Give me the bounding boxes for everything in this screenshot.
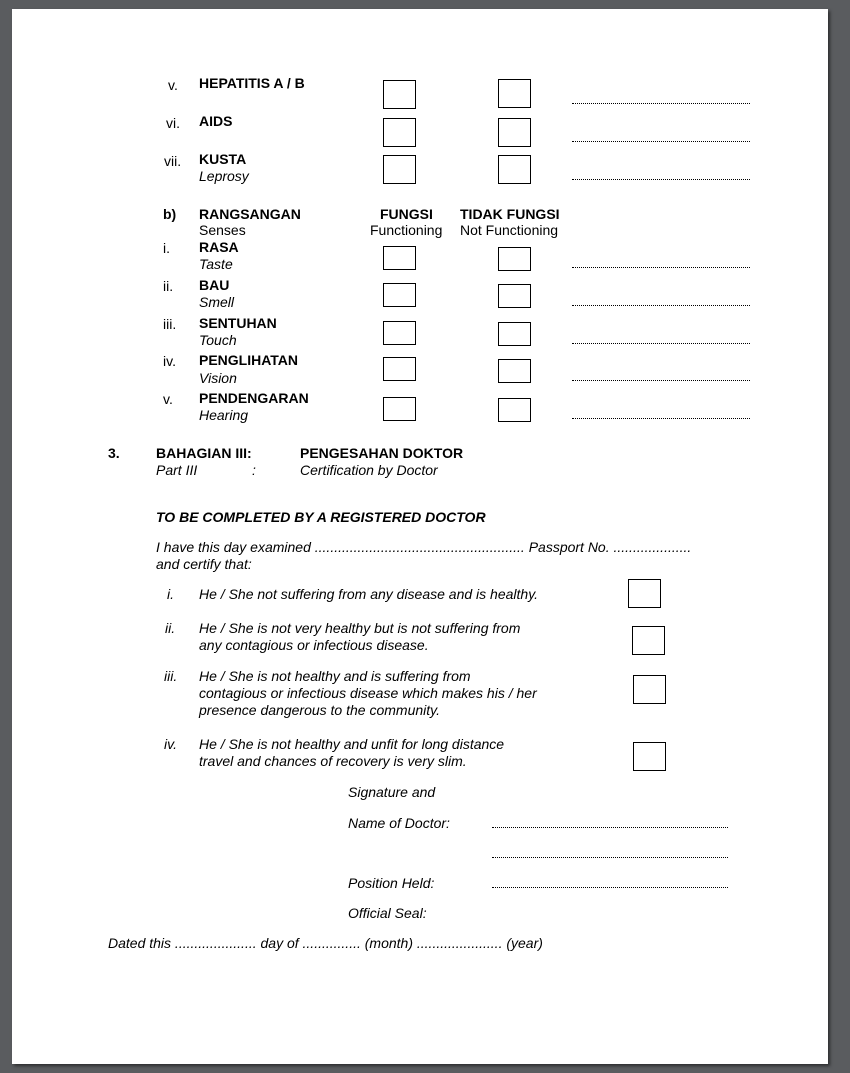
sense-sub: Touch [199,332,237,348]
disease-num: v. [168,77,178,93]
col-not-functioning: TIDAK FUNGSI [460,206,560,222]
instruction-heading: TO BE COMPLETED BY A REGISTERED DOCTOR [156,509,486,525]
disease-num: vi. [166,115,180,131]
disease-name: HEPATITIS A / B [199,75,305,91]
document-page [12,9,828,1064]
cert-checkbox-not-very-healthy[interactable] [632,626,665,655]
sense-sub: Taste [199,256,233,272]
signature-label: Signature and [348,784,436,800]
section-number: 3. [108,445,120,461]
checkbox-vision-functioning[interactable] [383,357,416,381]
checkbox-hepatitis-yes[interactable] [383,80,416,109]
official-seal-label: Official Seal: [348,905,427,921]
section-label: b) [163,206,177,222]
sense-sub: Smell [199,294,235,310]
disease-name: AIDS [199,113,233,129]
disease-name: KUSTA [199,151,247,167]
disease-sub: Leprosy [199,168,249,184]
remarks-line[interactable] [572,418,750,419]
sense-sub: Vision [199,370,237,386]
sense-name: PENDENGARAN [199,390,309,406]
senses-title: RANGSANGAN [199,206,301,222]
name-of-doctor-label: Name of Doctor: [348,815,450,831]
dated-line: Dated this ..................... day of ............... (month) ...................... (year) [108,935,543,951]
col-functioning-en: Functioning [370,222,443,238]
position-held-label: Position Held: [348,875,435,891]
checkbox-hearing-not-functioning[interactable] [498,398,531,422]
checkbox-smell-functioning[interactable] [383,283,416,307]
cert-checkbox-unfit[interactable] [633,742,666,771]
checkbox-aids-no[interactable] [498,118,531,147]
col-functioning: FUNGSI [380,206,433,222]
remarks-line[interactable] [572,179,750,180]
cert-text: He / She is not very healthy but is not suffering from [199,620,521,636]
part3-title-en: Certification by Doctor [300,462,438,478]
senses-title-en: Senses [199,222,246,238]
remarks-line[interactable] [572,305,750,306]
checkbox-hearing-functioning[interactable] [383,397,416,421]
cert-num: i. [167,586,174,602]
sense-num: iii. [163,316,177,332]
sense-num: i. [163,240,170,256]
position-held-line[interactable] [492,887,728,888]
checkbox-hepatitis-no[interactable] [498,79,531,108]
cert-text: travel and chances of recovery is very slim. [199,753,467,769]
cert-text: He / She is not healthy and unfit for long distance [199,736,505,752]
sense-name: PENGLIHATAN [199,352,299,368]
checkbox-touch-not-functioning[interactable] [498,322,531,346]
cert-num: iv. [164,736,177,752]
sense-num: ii. [163,278,174,294]
sense-name: SENTUHAN [199,315,277,331]
sense-num: v. [163,391,173,407]
checkbox-smell-not-functioning[interactable] [498,284,531,308]
checkbox-touch-functioning[interactable] [383,321,416,345]
checkbox-kusta-yes[interactable] [383,155,416,184]
part3-label: BAHAGIAN III: [156,445,252,461]
name-of-doctor-line-2[interactable] [492,857,728,858]
disease-num: vii. [164,153,182,169]
cert-text: presence dangerous to the community. [199,702,440,718]
cert-checkbox-healthy[interactable] [628,579,661,608]
cert-text: any contagious or infectious disease. [199,637,429,653]
checkbox-aids-yes[interactable] [383,118,416,147]
sense-name: RASA [199,239,239,255]
cert-text: He / She is not healthy and is suffering from [199,668,471,684]
cert-text: contagious or infectious disease which makes his / her [199,685,537,701]
remarks-line[interactable] [572,267,750,268]
remarks-line[interactable] [572,343,750,344]
certify-text: and certify that: [156,556,252,572]
remarks-line[interactable] [572,380,750,381]
remarks-line[interactable] [572,141,750,142]
cert-checkbox-infectious[interactable] [633,675,666,704]
sense-name: BAU [199,277,230,293]
remarks-line[interactable] [572,103,750,104]
col-not-functioning-en: Not Functioning [460,222,559,238]
examined-line: I have this day examined ...................................................... Passport No. .................... [156,539,692,555]
cert-num: ii. [165,620,176,636]
sense-sub: Hearing [199,407,249,423]
sense-num: iv. [163,353,176,369]
checkbox-kusta-no[interactable] [498,155,531,184]
part3-label-en: Part III [156,462,198,478]
name-of-doctor-line[interactable] [492,827,728,828]
part3-title: PENGESAHAN DOKTOR [300,445,464,461]
part3-colon: : [252,462,256,478]
checkbox-vision-not-functioning[interactable] [498,359,531,383]
checkbox-taste-functioning[interactable] [383,246,416,270]
checkbox-taste-not-functioning[interactable] [498,247,531,271]
cert-text: He / She not suffering from any disease and is healthy. [199,586,539,602]
cert-num: iii. [164,668,178,684]
